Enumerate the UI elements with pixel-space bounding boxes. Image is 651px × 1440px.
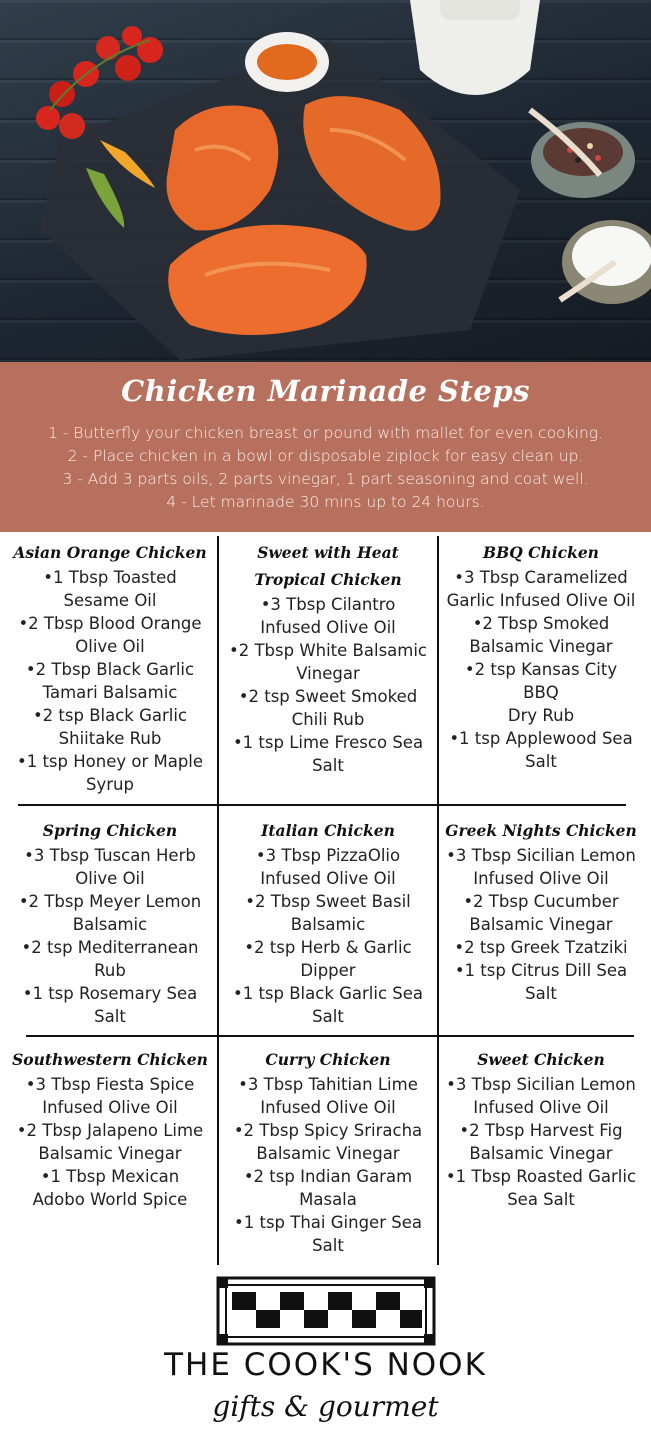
ingredient-line: Balsamic Vinegar <box>469 637 613 656</box>
ingredient-line: Adobo World Spice <box>32 1190 188 1209</box>
ingredient-line: Olive Oil <box>75 869 145 888</box>
ingredient-line: •2 Tbsp Jalapeno Lime <box>16 1121 204 1140</box>
grid-divider <box>217 806 219 1038</box>
ingredient-line: •3 Tbsp Tuscan Herb <box>24 846 196 865</box>
recipe-grid <box>0 532 651 1265</box>
ingredient-line: Balsamic <box>72 915 148 934</box>
ingredient-line: Chili Rub <box>291 710 365 729</box>
grid-divider <box>26 1035 634 1037</box>
ingredient-line: Infused Olive Oil <box>260 618 396 637</box>
ingredient-line: •2 Tbsp Spicy Sriracha <box>233 1121 423 1140</box>
ingredient-line: Balsamic Vinegar <box>38 1144 182 1163</box>
ingredient-line: •1 tsp Thai Ginger Sea <box>234 1213 422 1232</box>
ingredient-line: Syrup <box>86 775 134 794</box>
recipe-card <box>5 1046 215 1211</box>
ingredient-line: •1 Tbsp Roasted Garlic <box>445 1167 637 1186</box>
ingredient-line: Masala <box>299 1190 357 1209</box>
banner-title: Chicken Marinade Steps <box>121 374 530 408</box>
ingredient-line: •3 Tbsp PizzaOlio <box>255 846 401 865</box>
ingredient-line: •3 Tbsp Fiesta Spice <box>25 1075 195 1094</box>
ingredient-line: •1 Tbsp Toasted <box>43 568 177 587</box>
ingredient-line: Shiitake Rub <box>58 729 162 748</box>
ingredient-line: Rub <box>94 961 126 980</box>
grid-divider <box>18 804 626 806</box>
ingredient-line: Dry Rub <box>507 706 575 725</box>
recipe-card <box>441 1046 641 1211</box>
ingredient-line: Balsamic Vinegar <box>256 1144 400 1163</box>
ingredient-line: •1 tsp Citrus Dill Sea <box>454 961 628 980</box>
hero-illustration <box>0 0 651 362</box>
ingredient-line: Salt <box>312 1236 344 1255</box>
ingredient-line: Salt <box>525 752 557 771</box>
ingredient-line: Vinegar <box>296 664 360 683</box>
ingredient-line: •1 tsp Honey or Maple <box>16 752 204 771</box>
mortar-pestle-icon <box>410 0 540 95</box>
ingredient-line: Infused Olive Oil <box>473 869 609 888</box>
ingredient-line: •1 tsp Black Garlic Sea <box>232 984 424 1003</box>
ingredient-line: •1 Tbsp Mexican <box>40 1167 180 1186</box>
grid-divider <box>437 806 439 1038</box>
steps-list <box>0 422 651 514</box>
ingredient-line: Salt <box>94 1007 126 1026</box>
ingredient-line: •2 Tbsp White Balsamic <box>228 641 428 660</box>
grid-divider <box>217 1037 219 1265</box>
ingredient-line: •3 Tbsp Tahitian Lime <box>238 1075 418 1094</box>
ingredient-line: •3 Tbsp Sicilian Lemon <box>446 1075 636 1094</box>
recipe-title: Greek Nights Chicken <box>445 821 637 840</box>
ingredient-line: •2 tsp Sweet Smoked <box>238 687 418 706</box>
recipe-card <box>5 817 215 1028</box>
checkerboard-logo-icon <box>218 1278 434 1344</box>
recipe-card <box>222 539 434 777</box>
ingredient-line: Infused Olive Oil <box>260 869 396 888</box>
ingredient-line: Balsamic <box>290 915 366 934</box>
ingredient-line: •3 Tbsp Cilantro <box>260 595 396 614</box>
ingredient-line: Salt <box>312 1007 344 1026</box>
step-item: 2 - Place chicken in a bowl or disposable ziplock for easy clean up. <box>67 447 584 465</box>
recipe-title: Sweet Chicken <box>477 1050 605 1069</box>
ingredient-line: •2 tsp Greek Tzatziki <box>454 938 628 957</box>
recipe-title: Asian Orange Chicken <box>13 543 207 562</box>
marinade-steps-banner <box>0 362 651 532</box>
ingredient-line: Sesame Oil <box>63 591 157 610</box>
ingredient-line: •2 Tbsp Sweet Basil <box>245 892 411 911</box>
recipe-card <box>441 817 641 1005</box>
ingredient-line: Dipper <box>300 961 356 980</box>
peppercorn-bowl-icon <box>530 110 635 198</box>
ingredient-line: •2 tsp Herb & Garlic <box>244 938 412 957</box>
ingredient-line: •2 Tbsp Harvest Fig <box>459 1121 623 1140</box>
ingredient-line: Infused Olive Oil <box>473 1098 609 1117</box>
recipe-card <box>441 539 641 773</box>
ingredient-line: Olive Oil <box>75 637 145 656</box>
ingredient-line: Balsamic Vinegar <box>469 915 613 934</box>
salt-bowl-icon <box>560 220 651 304</box>
ingredient-line: •2 tsp Indian Garam <box>243 1167 413 1186</box>
recipe-title: Italian Chicken <box>261 821 395 840</box>
recipe-card <box>222 1046 434 1257</box>
ingredient-line: •2 tsp Black Garlic <box>32 706 188 725</box>
brand-tagline: gifts & gourmet <box>212 1390 439 1423</box>
step-item: 1 - Butterfly your chicken breast or pound with mallet for even cooking. <box>48 424 603 442</box>
ingredient-line: •2 Tbsp Cucumber <box>463 892 619 911</box>
ingredient-line: Garlic Infused Olive Oil <box>446 591 636 610</box>
step-item: 4 - Let marinade 30 mins up to 24 hours. <box>166 493 485 511</box>
ingredient-line: Salt <box>312 756 344 775</box>
recipe-title: Curry Chicken <box>265 1050 391 1069</box>
ingredient-line: Infused Olive Oil <box>260 1098 396 1117</box>
grid-divider <box>437 1037 439 1265</box>
recipe-title: Sweet with Heat Tropical Chicken <box>254 543 402 589</box>
brand-name: THE COOK'S NOOK <box>164 1347 487 1383</box>
ingredient-line: •1 tsp Rosemary Sea <box>22 984 198 1003</box>
grid-divider <box>437 536 439 806</box>
ingredient-line: •3 Tbsp Caramelized <box>454 568 628 587</box>
ingredient-line: •2 Tbsp Smoked <box>472 614 610 633</box>
recipe-title: Southwestern Chicken <box>12 1050 208 1069</box>
ingredient-line: •1 tsp Applewood Sea <box>449 729 633 748</box>
ingredient-line: Tamari Balsamic <box>42 683 178 702</box>
ingredient-line: Sea Salt <box>507 1190 575 1209</box>
ingredient-line: •3 Tbsp Sicilian Lemon <box>446 846 636 865</box>
ingredient-line: •2 tsp Mediterranean <box>21 938 199 957</box>
sauce-bowl-icon <box>245 32 329 92</box>
ingredient-line: •2 Tbsp Black Garlic <box>25 660 195 679</box>
ingredient-line: Balsamic Vinegar <box>469 1144 613 1163</box>
hero-photo <box>0 0 651 362</box>
ingredient-line: •2 Tbsp Meyer Lemon <box>18 892 202 911</box>
ingredient-line: •2 tsp Kansas City BBQ <box>464 660 618 702</box>
ingredient-line: Infused Olive Oil <box>42 1098 178 1117</box>
recipe-card <box>5 539 215 796</box>
recipe-title: Spring Chicken <box>42 821 178 840</box>
recipe-card <box>222 817 434 1028</box>
ingredient-line: Salt <box>525 984 557 1003</box>
step-item: 3 - Add 3 parts oils, 2 parts vinegar, 1 part seasoning and coat well. <box>62 470 589 488</box>
grid-divider <box>217 536 219 806</box>
ingredient-line: •2 Tbsp Blood Orange <box>18 614 202 633</box>
recipe-title: BBQ Chicken <box>483 543 599 562</box>
ingredient-line: •1 tsp Lime Fresco Sea <box>232 733 424 752</box>
